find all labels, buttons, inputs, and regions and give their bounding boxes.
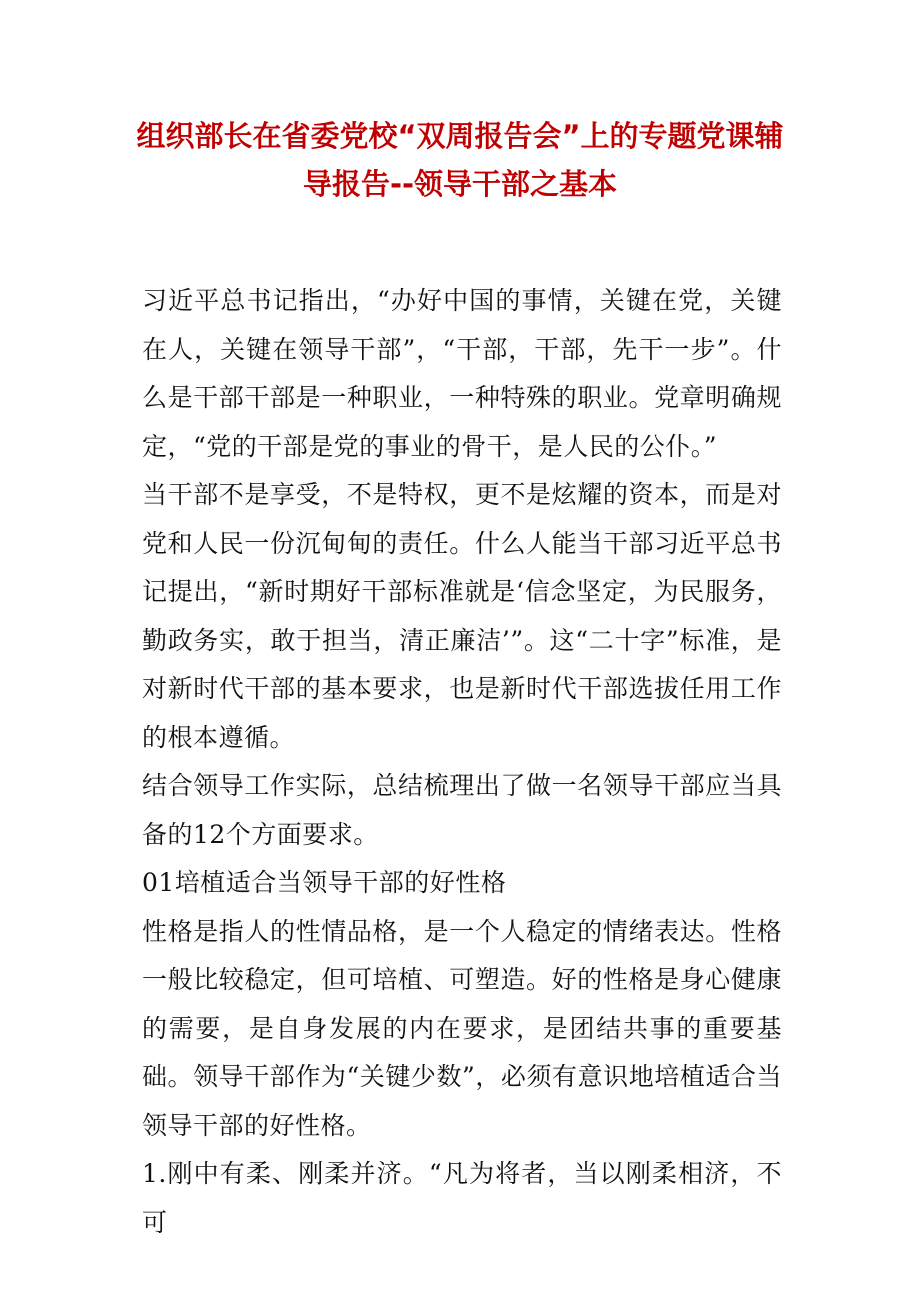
document-title: 组织部长在省委党校“双周报告会”上的专题党课辅导报告--领导干部之基本 bbox=[136, 119, 784, 201]
paragraph-point-1: 1.刚中有柔、刚柔并济。“凡为将者，当以刚柔相济，不可 bbox=[142, 1159, 782, 1237]
document-body bbox=[142, 277, 782, 1247]
paragraph-personality: 性格是指人的性情品格，是一个人稳定的情绪表达。性格一般比较稳定，但可培植、可塑造。好的性格是身心健康的需要，是自身发展的内在要求，是团结共事的重要基础。领导干部作为“关键少数”，必须有意识地培植适合当领导干部的好性格。 bbox=[142, 916, 782, 1140]
section-heading-01: 01培植适合当领导干部的好性格 bbox=[142, 868, 507, 897]
paragraph-requirements: 结合领导工作实际，总结梳理出了做一名领导干部应当具备的12个方面要求。 bbox=[142, 771, 782, 849]
paragraph-responsibility: 当干部不是享受，不是特权，更不是炫耀的资本，而是对党和人民一份沉甸甸的责任。什么人能当干部习近平总书记提出，“新时期好干部标准就是‘信念坚定，为民服务，勤政务实，敢于担当，清正廉洁’”。这“二十字”标准，是对新时代干部的基本要求，也是新时代干部选拔任用工作的根本遵循。 bbox=[142, 480, 782, 752]
paragraph-intro: 习近平总书记指出，“办好中国的事情，关键在党，关键在人，关键在领导干部”，“干部，干部，先干一步”。什么是干部干部是一种职业，一种特殊的职业。党章明确规定，“党的干部是党的事业的骨干，是人民的公仆。” bbox=[142, 286, 782, 461]
